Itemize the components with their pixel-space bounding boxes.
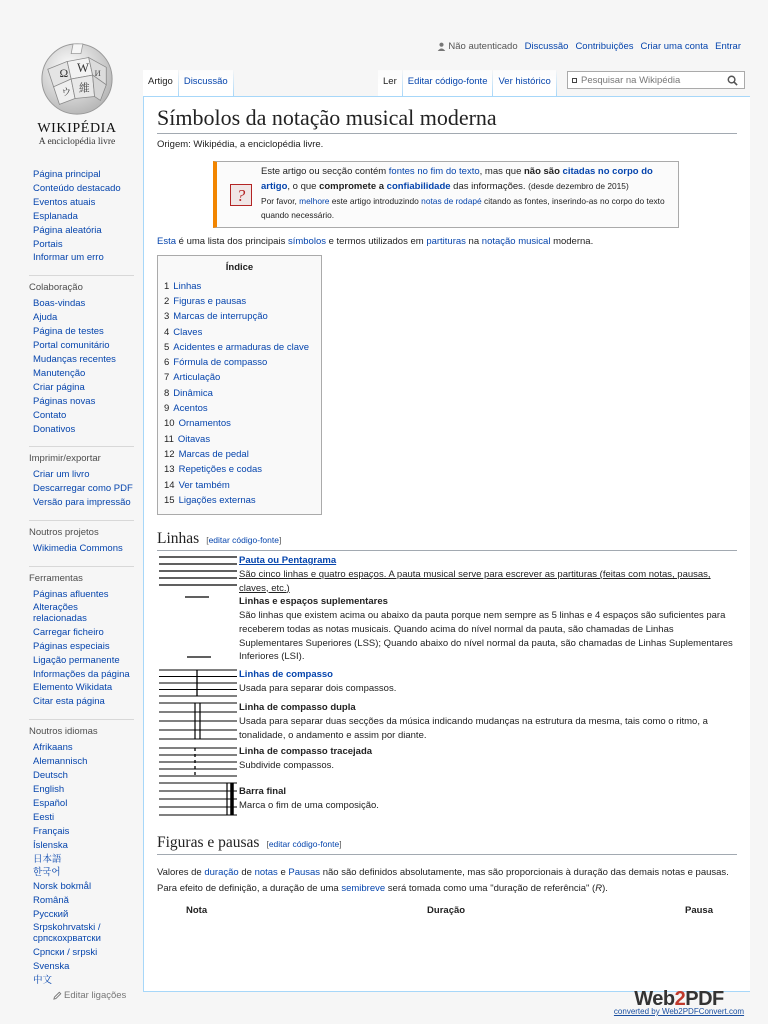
link-duracao[interactable]: duração bbox=[204, 867, 239, 879]
citation-warning-box: ? Este artigo ou secção contém fontes no fim do texto, mas que não são citadas no corpo do artigo, o que compromete a confiabilidade das informações. (desde dezembro de 2015) Por favor, melhore este artigo introduzindo notas de rodapé citando as fontes, inserindo-as no corpo do texto quando necessário. bbox=[213, 161, 679, 228]
toc-item[interactable]: 10 Ornamentos bbox=[164, 418, 231, 430]
sidebar-heading-idiomas: Noutros idiomas bbox=[29, 719, 134, 737]
link-notacao-musical[interactable]: notação musical bbox=[481, 236, 551, 248]
web2pdf-badge[interactable] bbox=[594, 988, 764, 1016]
tab-artigo[interactable]: Artigo bbox=[143, 70, 178, 96]
lang-link-islenska[interactable]: Íslenska bbox=[33, 839, 68, 851]
link-fontes-fim-texto[interactable]: fontes no fim do texto bbox=[388, 166, 480, 178]
sidebar-item-alteracoes-relacionadas[interactable]: Alterações relacionadas bbox=[33, 601, 87, 624]
toc-list bbox=[164, 279, 315, 508]
link-citadas-corpo[interactable]: citadas no corpo do artigo bbox=[261, 166, 653, 192]
sidebar-ferramentas bbox=[29, 566, 143, 709]
sidebar-item-esplanada[interactable]: Esplanada bbox=[33, 210, 78, 222]
page-title: Símbolos da notação musical moderna bbox=[157, 104, 737, 134]
symbol-barra-final bbox=[157, 781, 737, 817]
sidebar-item-ajuda[interactable]: Ajuda bbox=[33, 312, 58, 324]
column-header-duracao: Duração bbox=[427, 904, 466, 916]
bar-line-image bbox=[157, 668, 239, 698]
pencil-icon bbox=[53, 991, 62, 1000]
link-partituras[interactable]: partituras bbox=[426, 236, 466, 248]
toc-item[interactable]: 15 Ligações externas bbox=[164, 494, 256, 506]
svg-text:И: И bbox=[94, 68, 101, 79]
toc-item[interactable]: 12 Marcas de pedal bbox=[164, 448, 249, 460]
personal-link-contribuicoes[interactable]: Contribuições bbox=[575, 41, 634, 52]
symbol-desc-pauta: São cinco linhas e quatro espaços. A pauta musical serve para escrever as partituras (feitas com notas, pausas, claves, etc.) bbox=[239, 568, 711, 594]
tab-editar-codigo-fonte[interactable]: Editar código-fonte bbox=[403, 70, 493, 96]
personal-link-criar-conta[interactable]: Criar uma conta bbox=[640, 41, 709, 52]
lang-link-russian[interactable]: Русский bbox=[33, 909, 69, 921]
colaboracao-list bbox=[33, 297, 143, 436]
sidebar-item-descarregar-pdf[interactable]: Descarregar como PDF bbox=[33, 483, 133, 495]
symbol-compasso-dupla bbox=[157, 701, 737, 742]
sidebar-idiomas bbox=[29, 719, 143, 1001]
lang-link-english[interactable]: English bbox=[33, 784, 65, 795]
symbol-title-pauta[interactable]: Pauta ou Pentagrama bbox=[239, 555, 337, 567]
sidebar-item-portais[interactable]: Portais bbox=[33, 238, 63, 250]
lang-link-alemannisch[interactable]: Alemannisch bbox=[33, 756, 88, 768]
lang-link-japanese[interactable]: 日本語 bbox=[33, 853, 62, 865]
wikipedia-logo[interactable] bbox=[17, 40, 137, 152]
symbol-linhas-suplementares bbox=[157, 595, 737, 664]
search-placeholder: Pesquisar na Wikipédia bbox=[581, 74, 681, 86]
sidebar-item-elemento-wikidata[interactable]: Elemento Wikidata bbox=[33, 682, 113, 694]
search-input[interactable] bbox=[567, 71, 745, 89]
sidebar-navigation bbox=[33, 168, 143, 265]
user-icon bbox=[437, 42, 446, 51]
tab-ler[interactable]: Ler bbox=[378, 70, 402, 96]
sidebar-projetos bbox=[29, 520, 143, 556]
sidebar-item-pagina-testes[interactable]: Página de testes bbox=[33, 326, 104, 338]
sidebar-item-paginas-novas[interactable]: Páginas novas bbox=[33, 395, 96, 407]
dashed-bar-line-image bbox=[157, 745, 239, 779]
navigation-list bbox=[33, 168, 143, 265]
namespace-tabs bbox=[143, 70, 234, 96]
toc-item[interactable]: 9 Acentos bbox=[164, 403, 208, 415]
sidebar-item-paginas-afluentes[interactable]: Páginas afluentes bbox=[33, 589, 109, 601]
symbol-desc-barra-final: Marca o fim de uma composição. bbox=[239, 800, 379, 812]
sidebar-item-paginas-especiais[interactable]: Páginas especiais bbox=[33, 640, 110, 652]
toc-title: Índice bbox=[225, 261, 254, 273]
sidebar-item-portal-comunitario[interactable]: Portal comunitário bbox=[33, 340, 110, 352]
article-origin: Origem: Wikipédia, a enciclopédia livre. bbox=[157, 138, 324, 150]
lang-link-romana[interactable]: Română bbox=[33, 895, 69, 907]
idiomas-list bbox=[33, 741, 143, 987]
symbol-desc-compasso-dupla: Usada para separar duas secções da música indicando mudanças na estrutura da mesma, tais como o ritmo, a tonalidade, o andamento e assim por diante. bbox=[239, 715, 708, 741]
lang-link-norsk[interactable]: Norsk bokmål bbox=[33, 881, 92, 893]
view-tabs bbox=[378, 70, 557, 96]
section-heading-linhas: Linhas [editar código-fonte] bbox=[157, 529, 737, 551]
toc-item[interactable]: 13 Repetições e codas bbox=[164, 464, 263, 476]
toc-item[interactable]: 8 Dinâmica bbox=[164, 387, 213, 399]
symbol-title-compasso-tracejada: Linha de compasso tracejada bbox=[239, 746, 373, 758]
link-simbolos[interactable]: símbolos bbox=[287, 236, 326, 248]
user-status: Não autenticado bbox=[437, 41, 517, 52]
lang-link-korean[interactable]: 한국어 bbox=[33, 867, 61, 879]
sidebar-colaboracao bbox=[29, 275, 143, 436]
symbol-desc-linhas-suplementares: São linhas que existem acima ou abaixo da pauta porque nem sempre as 5 linhas e 4 espaços são suficientes para receberem todas as notas musicais. Quando acima do nível normal da pauta, são chamadas de Linhas Suplementares Superiores (LSS); Quando abaixo do nível normal da pauta, são chamadas de Linhas Suplementares Inferiores (LSI). bbox=[239, 610, 733, 663]
sidebar-heading-colaboracao: Colaboração bbox=[29, 275, 134, 293]
sidebar-item-informacoes-pagina[interactable]: Informações da página bbox=[33, 668, 130, 680]
toc-item[interactable]: 4 Claves bbox=[164, 326, 203, 338]
link-notas[interactable]: notas bbox=[254, 867, 278, 879]
symbol-title-barra-final: Barra final bbox=[239, 786, 286, 798]
edit-section-linhas[interactable]: [editar código-fonte] bbox=[206, 535, 282, 546]
toc-item[interactable]: 5 Acidentes e armaduras de clave bbox=[164, 341, 310, 353]
ferramentas-list bbox=[33, 588, 143, 709]
imprimir-list bbox=[33, 468, 143, 510]
logo-tagline: A enciclopédia livre bbox=[38, 137, 116, 147]
symbol-pauta bbox=[157, 554, 737, 595]
article-content bbox=[143, 96, 750, 992]
edit-links-button[interactable]: Editar ligações bbox=[53, 990, 143, 1001]
sidebar-heading-imprimir: Imprimir/exportar bbox=[29, 446, 134, 464]
svg-text:W: W bbox=[77, 61, 89, 76]
search-checkbox-icon bbox=[572, 78, 577, 83]
sidebar-item-criar-pagina[interactable]: Criar página bbox=[33, 381, 85, 393]
sidebar-item-versao-impressao[interactable]: Versão para impressão bbox=[33, 497, 131, 509]
lang-link-chinese[interactable]: 中文 bbox=[33, 974, 53, 986]
personal-link-discussao[interactable]: Discussão bbox=[524, 41, 569, 52]
duration-table-header bbox=[186, 904, 713, 918]
lang-link-espanol[interactable]: Español bbox=[33, 797, 68, 809]
link-melhore[interactable]: melhore bbox=[299, 195, 330, 206]
intro-paragraph: Esta é uma lista dos principais símbolos e termos utilizados em partituras na notação musical moderna. bbox=[157, 236, 594, 248]
tab-ver-historico[interactable]: Ver histórico bbox=[493, 70, 555, 96]
edit-section-figuras[interactable]: [editar código-fonte] bbox=[266, 839, 342, 850]
web2pdf-link[interactable]: converted by Web2PDFConvert.com bbox=[613, 1007, 745, 1016]
lang-link-deutsch[interactable]: Deutsch bbox=[33, 770, 68, 782]
sidebar-item-wikimedia-commons[interactable]: Wikimedia Commons bbox=[33, 543, 123, 555]
toc-item[interactable]: 14 Ver também bbox=[164, 479, 230, 491]
link-esta[interactable]: Esta bbox=[157, 236, 177, 248]
column-header-pausa: Pausa bbox=[684, 904, 713, 916]
sidebar-item-donativos[interactable]: Donativos bbox=[33, 423, 76, 435]
search-icon[interactable] bbox=[727, 75, 738, 86]
column-header-nota: Nota bbox=[186, 904, 208, 916]
sidebar-item-boas-vindas[interactable]: Boas-vindas bbox=[33, 298, 86, 310]
sidebar-imprimir bbox=[29, 446, 143, 510]
personal-tools bbox=[437, 41, 741, 52]
symbol-title-linhas-suplementares: Linhas e espaços suplementares bbox=[239, 596, 388, 608]
section-heading-figuras: Figuras e pausas [editar código-fonte] bbox=[157, 833, 737, 855]
svg-text:維: 維 bbox=[78, 82, 90, 95]
sidebar-item-eventos-atuais[interactable]: Eventos atuais bbox=[33, 196, 96, 208]
symbol-desc-compasso-tracejada: Subdivide compassos. bbox=[239, 760, 335, 772]
symbol-title-linhas-compasso[interactable]: Linhas de compasso bbox=[239, 669, 333, 681]
question-mark-icon: ? bbox=[230, 184, 252, 206]
personal-link-entrar[interactable]: Entrar bbox=[715, 41, 741, 52]
ledger-lines-image bbox=[157, 595, 239, 661]
symbol-desc-linhas-compasso: Usada para separar dois compassos. bbox=[239, 682, 397, 694]
sidebar-heading-projetos: Noutros projetos bbox=[29, 520, 134, 538]
wikipedia-globe-icon bbox=[38, 40, 116, 118]
sidebar-item-carregar-ficheiro[interactable]: Carregar ficheiro bbox=[33, 626, 104, 638]
sidebar-item-criar-livro[interactable]: Criar um livro bbox=[33, 469, 90, 481]
link-confiabilidade[interactable]: confiabilidade bbox=[386, 180, 451, 192]
figuras-paragraph: Valores de duração de notas e Pausas não são definidos absolutamente, mas são proporcionais à duração das demais notas e pausas. Para efeito de definição, a duração de uma semibreve será tomada como uma "duração de referência" (R). bbox=[157, 867, 729, 894]
sidebar bbox=[0, 168, 143, 1011]
logo-wordmark: WIKIPÉDIA bbox=[37, 121, 117, 136]
toc-item[interactable]: 6 Fórmula de compasso bbox=[164, 357, 268, 369]
link-semibreve[interactable]: semibreve bbox=[341, 882, 386, 894]
lang-link-eesti[interactable]: Eesti bbox=[33, 811, 55, 823]
table-of-contents bbox=[157, 255, 322, 515]
lang-link-srpskohrvatski[interactable]: Srpskohrvatski / српскохрватски bbox=[33, 922, 101, 945]
lang-link-francais[interactable]: Français bbox=[33, 825, 70, 837]
sidebar-item-conteudo-destacado[interactable]: Conteúdo destacado bbox=[33, 182, 121, 194]
sidebar-item-ligacao-permanente[interactable]: Ligação permanente bbox=[33, 654, 120, 666]
symbol-title-compasso-dupla: Linha de compasso dupla bbox=[239, 702, 356, 714]
projetos-list bbox=[33, 542, 143, 556]
toc-item[interactable]: 2 Figuras e pausas bbox=[164, 295, 247, 307]
sidebar-item-contato[interactable]: Contato bbox=[33, 409, 67, 421]
sidebar-item-informar-erro[interactable]: Informar um erro bbox=[33, 252, 104, 264]
symbol-compasso-tracejada bbox=[157, 745, 737, 779]
toc-item[interactable]: 7 Articulação bbox=[164, 372, 221, 384]
sidebar-item-pagina-aleatoria[interactable]: Página aleatória bbox=[33, 224, 102, 236]
sidebar-heading-ferramentas: Ferramentas bbox=[29, 566, 134, 584]
lang-link-svenska[interactable]: Svenska bbox=[33, 960, 70, 972]
lang-link-afrikaans[interactable]: Afrikaans bbox=[33, 742, 73, 754]
tab-discussao[interactable]: Discussão bbox=[179, 70, 233, 96]
symbol-linhas-compasso bbox=[157, 668, 737, 698]
final-bar-line-image bbox=[157, 781, 239, 817]
toc-item[interactable]: 1 Linhas bbox=[164, 280, 202, 292]
sidebar-item-manutencao[interactable]: Manutenção bbox=[33, 367, 86, 379]
link-pausas[interactable]: Pausas bbox=[288, 867, 321, 879]
lang-link-srpski[interactable]: Српски / srpski bbox=[33, 946, 98, 958]
staff-lines-image bbox=[157, 554, 239, 588]
svg-text:ウ: ウ bbox=[61, 87, 72, 99]
double-bar-line-image bbox=[157, 701, 239, 741]
web2pdf-logo: Web2PDF bbox=[634, 988, 724, 1010]
sidebar-item-mudancas-recentes[interactable]: Mudanças recentes bbox=[33, 353, 116, 365]
svg-text:Ω: Ω bbox=[59, 67, 69, 81]
toc-item[interactable]: 3 Marcas de interrupção bbox=[164, 311, 268, 323]
link-notas-rodape[interactable]: notas de rodapé bbox=[421, 195, 482, 206]
sidebar-item-citar-pagina[interactable]: Citar esta página bbox=[33, 696, 105, 708]
sidebar-item-pagina-principal[interactable]: Página principal bbox=[33, 169, 101, 180]
toc-item[interactable]: 11 Oitavas bbox=[164, 433, 211, 445]
